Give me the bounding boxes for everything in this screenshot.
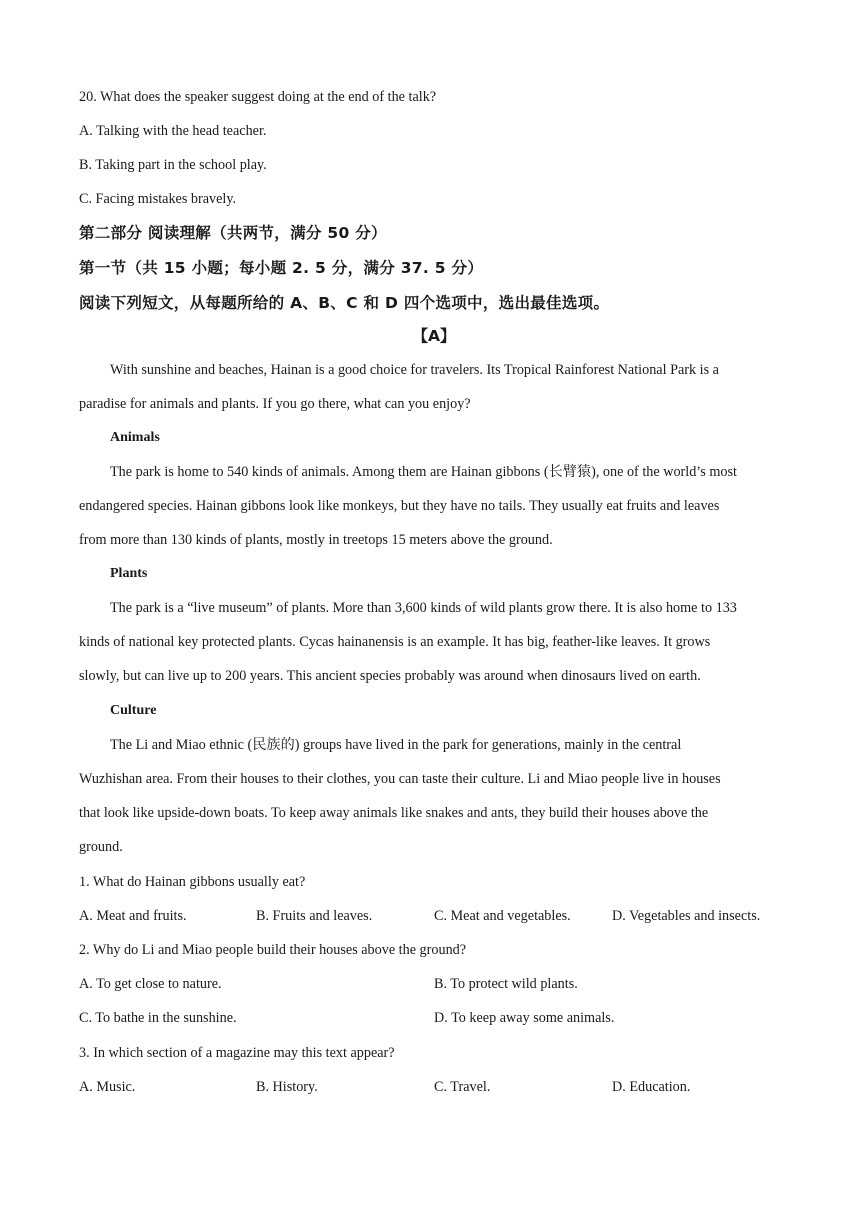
question-3-option-b: B. History. [256, 1079, 318, 1095]
question-20-option-c: C. Facing mistakes bravely. [79, 191, 237, 207]
passage-label: 【A】 [412, 327, 456, 345]
question-20: 20. What does the speaker suggest doing at the end of the talk? [79, 89, 437, 105]
question-2: 2. Why do Li and Miao people build their houses above the ground? [79, 942, 467, 958]
question-1-option-a: A. Meat and fruits. [79, 908, 187, 924]
question-3-option-c: C. Travel. [434, 1079, 491, 1095]
plants-line: kinds of national key protected plants. Cycas hainanensis is an example. It has big, feather-like leaves. It grows [79, 634, 711, 650]
plants-line: slowly, but can live up to 200 years. This ancient species probably was around when dinosaurs lived on earth. [79, 668, 701, 684]
plants-line: The park is a “live museum” of plants. More than 3,600 kinds of wild plants grow there. It is also home to 133 [110, 600, 737, 616]
plants-title: Plants [110, 566, 148, 581]
question-20-option-a: A. Talking with the head teacher. [79, 123, 267, 139]
question-1-option-d: D. Vegetables and insects. [612, 908, 761, 924]
intro-line: paradise for animals and plants. If you go there, what can you enjoy? [79, 396, 471, 412]
animals-line: The park is home to 540 kinds of animals. Among them are Hainan gibbons (长臂猿), one of the world’s most [110, 464, 737, 480]
culture-line: The Li and Miao ethnic (民族的) groups have lived in the park for generations, mainly in the central [110, 737, 682, 753]
question-1-option-b: B. Fruits and leaves. [256, 908, 373, 924]
culture-line: ground. [79, 839, 123, 855]
section-heading: 第一节（共 15 小题；每小题 2. 5 分，满分 37. 5 分） [79, 259, 484, 277]
question-3-option-d: D. Education. [612, 1079, 691, 1095]
question-20-option-b: B. Taking part in the school play. [79, 157, 267, 173]
question-2-option-b: B. To protect wild plants. [434, 976, 578, 992]
animals-line: from more than 130 kinds of plants, mostly in treetops 15 meters above the ground. [79, 532, 553, 548]
culture-line: that look like upside-down boats. To keep away animals like snakes and ants, they build their houses above the [79, 805, 709, 821]
question-3-option-a: A. Music. [79, 1079, 136, 1095]
culture-line: Wuzhishan area. From their houses to their clothes, you can taste their culture. Li and Miao people live in houses [79, 771, 721, 787]
animals-title: Animals [110, 430, 160, 445]
culture-title: Culture [110, 703, 157, 718]
question-2-option-c: C. To bathe in the sunshine. [79, 1010, 237, 1026]
question-2-option-a: A. To get close to nature. [79, 976, 222, 992]
instruction: 阅读下列短文，从每题所给的 A、B、C 和 D 四个选项中，选出最佳选项。 [79, 294, 610, 312]
question-1: 1. What do Hainan gibbons usually eat? [79, 874, 306, 890]
question-2-option-d: D. To keep away some animals. [434, 1010, 615, 1026]
question-1-option-c: C. Meat and vegetables. [434, 908, 571, 924]
question-3: 3. In which section of a magazine may this text appear? [79, 1045, 395, 1061]
animals-line: endangered species. Hainan gibbons look like monkeys, but they have no tails. They usually eat fruits and leaves [79, 498, 720, 514]
intro-line: With sunshine and beaches, Hainan is a good choice for travelers. Its Tropical Rainforest National Park is a [110, 362, 719, 378]
part-heading: 第二部分 阅读理解（共两节，满分 50 分） [79, 224, 387, 242]
